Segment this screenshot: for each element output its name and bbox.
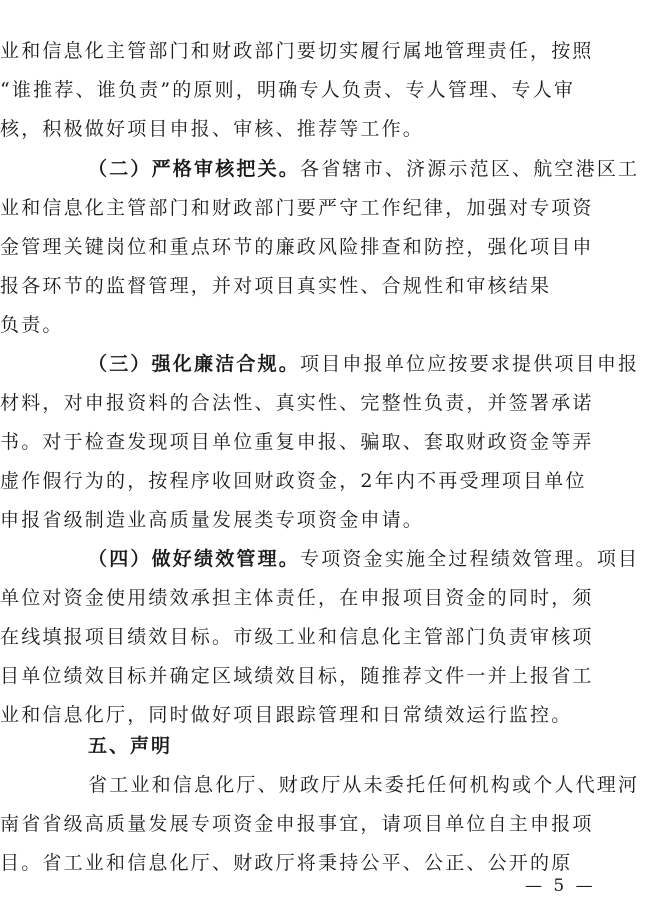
text-span: 各省辖市、济源示范区、航空港区工 (300, 158, 640, 180)
text-line: 虚作假行为的，按程序收回财政资金，2年内不再受理项目单位 (0, 470, 587, 492)
text-line (0, 345, 661, 384)
text-line: 在线填报项目绩效目标。市级工业和信息化主管部门负责审核项 (0, 626, 594, 648)
paragraph-1 (0, 32, 661, 149)
text-line: 业和信息化主管部门和财政部门要严守工作纪律，加强对专项资 (0, 197, 594, 219)
text-line: 单位对资金使用绩效承担主体责任，在申报项目资金的同时，须 (0, 587, 594, 609)
text-span: 项目申报单位应按要求提供项目申报 (300, 353, 640, 375)
text-line: 南省省级高质量发展专项资金申报事宜，请项目单位自主申报项 (0, 813, 594, 835)
paragraph-3 (0, 345, 661, 540)
paragraph-5 (0, 766, 661, 883)
text-line (0, 540, 661, 579)
text-line: 业和信息化厅，同时做好项目跟踪管理和日常绩效运行监控。 (0, 704, 573, 726)
text-line: 负责。 (0, 314, 64, 336)
text-line: 材料，对申报资料的合法性、真实性、完整性负责，并签署承诺 (0, 392, 594, 414)
section-lead: （二）严格审核把关。 (88, 158, 301, 180)
text-line: 书。对于检查发现项目单位重复申报、骗取、套取财政资金等弄 (0, 431, 594, 453)
text-line: 核，积极做好项目申报、审核、推荐等工作。 (0, 118, 425, 140)
text-line: 申报省级制造业高质量发展类专项资金申请。 (0, 509, 425, 531)
paragraph-2 (0, 150, 661, 345)
text-line: 目。省工业和信息化厅、财政厅将秉持公平、公正、公开的原 (0, 852, 573, 874)
text-line: 报各环节的监督管理，并对项目真实性、合规性和审核结果 (0, 275, 552, 297)
section-lead: （三）强化廉洁合规。 (88, 353, 301, 375)
text-line (0, 150, 661, 189)
text-line: 金管理关键岗位和重点环节的廉政风险排查和防控，强化项目申 (0, 236, 594, 258)
text-line: 省工业和信息化厅、财政厅从未委托任何机构或个人代理河 (88, 774, 640, 796)
text-line: “谁推荐、谁负责”的原则，明确专人负责、专人管理、专人审 (0, 79, 576, 101)
text-line: 业和信息化主管部门和财政部门要切实履行属地管理责任，按照 (0, 40, 594, 62)
paragraph-4 (0, 540, 661, 735)
text-span: 专项资金实施全过程绩效管理。项目 (300, 548, 640, 570)
text-line: 目单位绩效目标并确定区域绩效目标，随推荐文件一并上报省工 (0, 665, 594, 687)
section-lead: （四）做好绩效管理。 (88, 548, 301, 570)
page-number: — 5 — (525, 876, 596, 896)
section-heading: 五、声明 (88, 735, 173, 757)
